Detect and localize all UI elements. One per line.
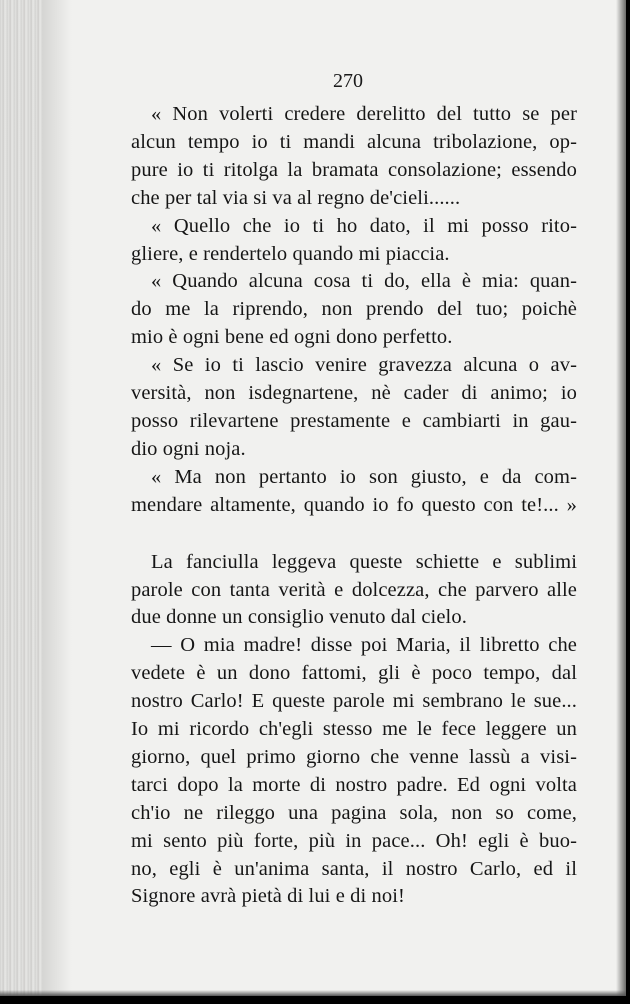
text-line: tarci dopo la morte di nostro padre. Ed ogni volta <box>131 773 577 796</box>
text-line: parole con tanta verità e dolcezza, che parvero alle <box>131 578 577 601</box>
page-number: 270 <box>333 70 363 92</box>
text-line: versità, non isdegnartene, nè cader di animo; io <box>131 382 577 405</box>
text-line: due donne un consiglio venuto dal cielo. <box>131 606 467 629</box>
text-line: — O mia madre! disse poi Maria, il libretto che <box>151 634 577 657</box>
text-line: « Quando alcuna cosa ti do, ella è mia: quan- <box>151 270 577 293</box>
text-line: giorno, quel primo giorno che venne lassù a visi- <box>131 745 577 768</box>
text-line: « Ma non pertanto io son giusto, e da com- <box>151 465 577 488</box>
text-line: posso rilevartene prestamente e cambiarti in gau- <box>131 409 577 432</box>
gutter-fade <box>42 0 72 996</box>
text-line: gliere, e rendertelo quando mi piaccia. <box>131 242 450 265</box>
text-line: alcun tempo io ti mandi alcuna tribolazione, op- <box>131 130 577 153</box>
page-right-edge <box>616 0 626 996</box>
text-line: dio ogni noja. <box>131 437 246 460</box>
text-line: Signore avrà pietà di lui e di noi! <box>131 885 405 908</box>
body-text <box>131 101 577 911</box>
text-line: ch'io ne rileggo una pagina sola, non so come, <box>131 801 577 824</box>
text-line: Io mi ricordo ch'egli stesso me le fece leggere un <box>131 718 577 741</box>
text-line: nostro Carlo! E queste parole mi sembrano le sue... <box>131 690 577 713</box>
text-line: mi sento più forte, più in pace... Oh! egli è buo- <box>131 829 577 852</box>
text-line: pure io ti ritolga la bramata consolazione; essendo <box>131 158 577 181</box>
text-line: no, egli è un'anima santa, il nostro Carlo, ed il <box>131 857 577 880</box>
paragraph-gap <box>131 520 577 549</box>
text-line: mio è ogni bene ed ogni dono perfetto. <box>131 326 453 349</box>
page-bottom-edge <box>0 990 626 996</box>
text-line: do me la riprendo, non prendo del tuo; poichè <box>131 298 577 321</box>
text-line: « Quello che io ti ho dato, il mi posso rito- <box>151 214 577 237</box>
text-line: che per tal via si va al regno de'cieli...... <box>131 186 461 209</box>
page-gutter-shadow <box>0 0 42 996</box>
text-line: « Non volerti credere derelitto del tutto se per <box>151 103 577 125</box>
text-line: mendare altamente, quando io fo questo con te!... » <box>131 493 577 516</box>
text-line: vedete è un dono fattomi, gli è poco tempo, dal <box>131 662 577 685</box>
text-line: La fanciulla leggeva queste schiette e sublimi <box>151 550 577 573</box>
text-line: « Se io ti lascio venire gravezza alcuna o av- <box>151 354 577 377</box>
